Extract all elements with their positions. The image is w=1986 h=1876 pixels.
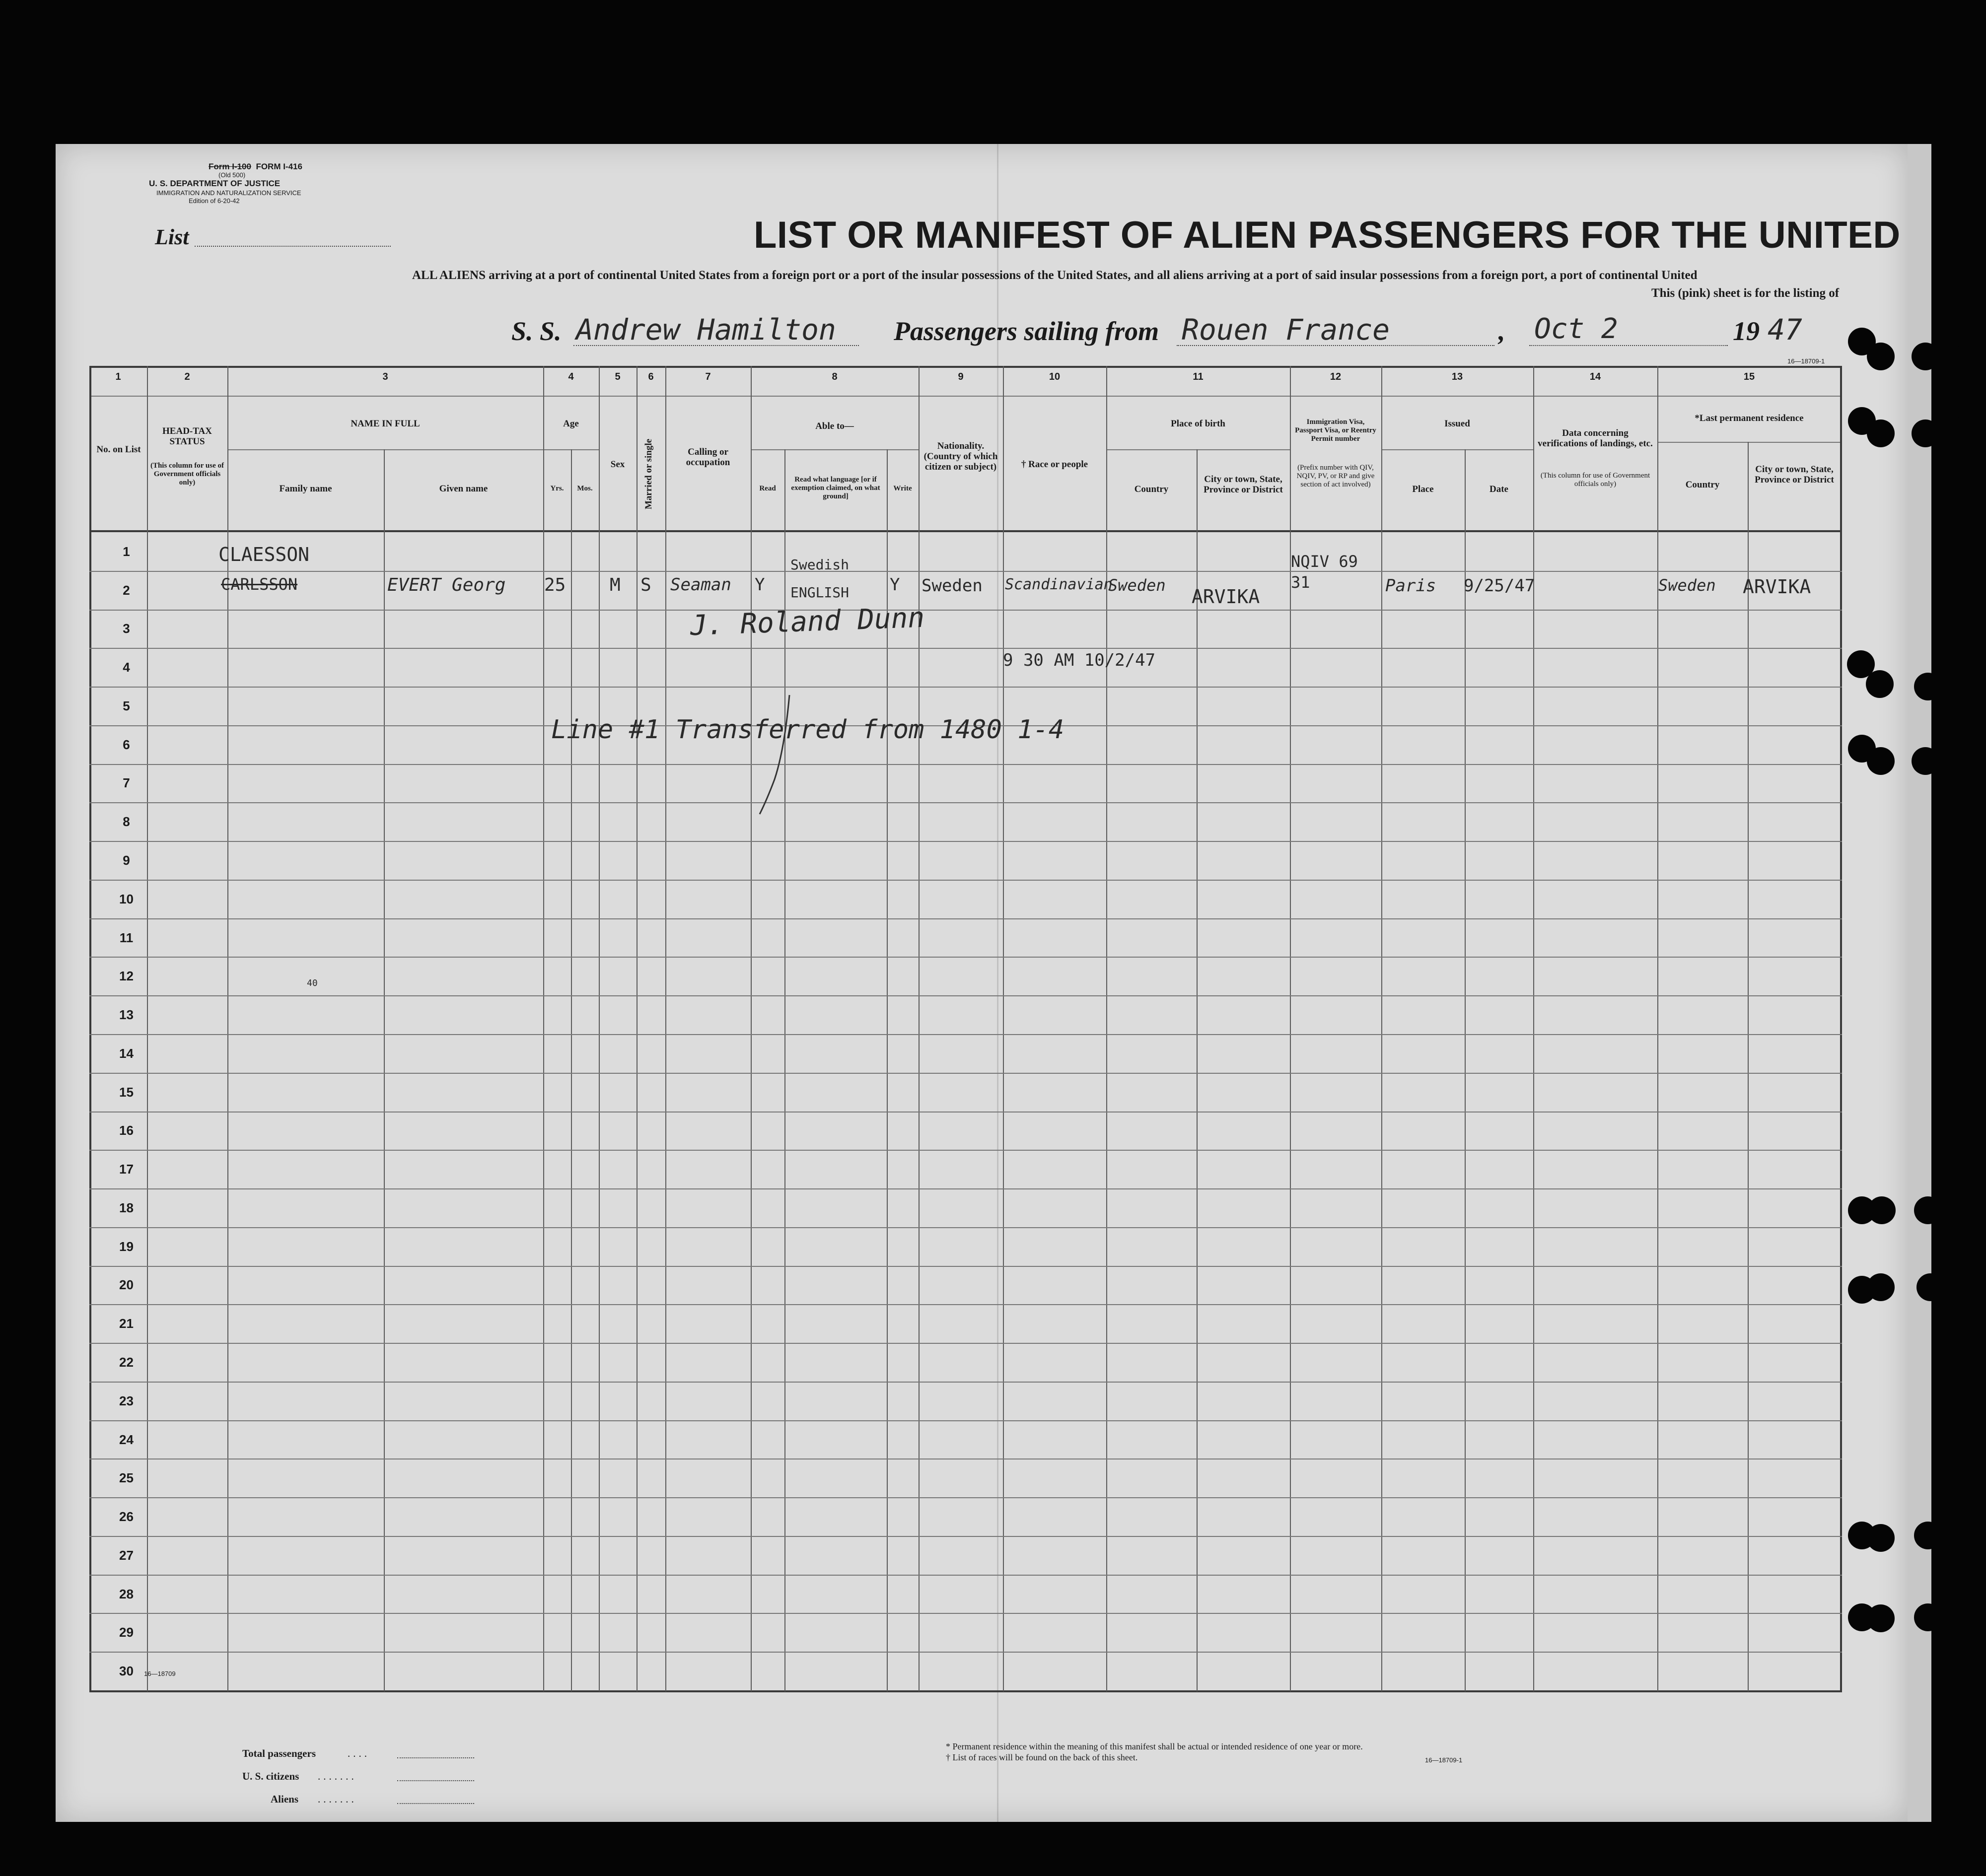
row-number: 11 — [119, 930, 134, 945]
print-code-right: 16—18709-1 — [1787, 357, 1825, 365]
print-code-foot: 16—18709-1 — [1425, 1756, 1463, 1764]
ship-name: Andrew Hamilton — [576, 313, 836, 347]
leader-dots-1: .... — [348, 1747, 370, 1759]
form-number: Form I-100 FORM I-416 — [209, 162, 302, 171]
col-border-8 — [919, 366, 920, 1691]
entry-res-country: Sweden — [1658, 576, 1716, 595]
manifest-subtitle-1: ALL ALIENS arriving at a port of continental United States from a foreign port or a port of the insular possessions of the United States, and all aliens arriving at a port of said insular possessions from a foreign port, a port of continental United — [412, 269, 1698, 282]
header-sex: Sex — [610, 459, 625, 470]
entry-visa: NQIV 69 31 — [1291, 552, 1358, 592]
header-head-tax: HEAD-TAX STATUS — [162, 426, 212, 447]
list-label: List — [155, 225, 189, 249]
leader-dots-3: ....... — [318, 1793, 357, 1805]
punch-hole — [1867, 419, 1895, 447]
header-write: Write — [893, 485, 912, 492]
row-number: 29 — [119, 1625, 134, 1640]
entry-married: S — [640, 575, 651, 595]
row-line — [89, 1575, 1842, 1576]
comma: , — [1498, 316, 1505, 346]
col-border-6 — [665, 366, 666, 1691]
row-line — [89, 571, 1842, 572]
header-able-to: Able to— — [815, 421, 854, 431]
subheader-line-able — [751, 449, 919, 450]
header-age: Age — [563, 418, 579, 429]
department-name: U. S. DEPARTMENT OF JUSTICE — [149, 179, 281, 188]
row-number: 13 — [119, 1007, 134, 1022]
row-number: 9 — [123, 853, 130, 868]
colnum-14: 14 — [1589, 371, 1601, 382]
stray-mark: 40 — [307, 978, 318, 988]
old-number: (Old 500) — [218, 171, 246, 179]
table-bottom-border — [89, 1690, 1842, 1692]
header-name-in-full: NAME IN FULL — [351, 418, 420, 429]
header-no-on-list: No. on List — [96, 444, 141, 455]
col-border-4a — [571, 449, 572, 1691]
header-issued: Issued — [1444, 418, 1470, 429]
header-nationality: Nationality. (Country of which citizen or subject) — [923, 441, 998, 472]
header-visa-note: (Prefix number with QIV, NQIV, PV, or RP and give section of act involved) — [1296, 464, 1375, 488]
port-blank — [1177, 345, 1494, 346]
entry-family-name: CLAESSON — [218, 544, 310, 565]
header-last-residence: *Last permanent residence — [1695, 413, 1804, 423]
row-number: 4 — [123, 660, 130, 675]
row-line — [89, 841, 1842, 842]
ss-label: S. S. — [511, 316, 562, 346]
header-data-note: (This column for use of Government officials only) — [1540, 472, 1650, 488]
entry-nationality: Sweden — [922, 576, 983, 596]
entry-read: Y — [755, 575, 765, 595]
date-blank — [1529, 345, 1728, 346]
punch-hole — [1867, 1273, 1895, 1301]
entry-birth-country: Sweden — [1108, 576, 1166, 595]
col-border-7 — [751, 366, 752, 1691]
punch-hole — [1933, 1604, 1961, 1632]
row-number: 16 — [119, 1123, 134, 1138]
inspection-timestamp: 9 30 AM 10/2/47 — [1003, 650, 1156, 670]
punch-hole — [1868, 1196, 1896, 1224]
us-citizens-label: U. S. citizens — [242, 1770, 299, 1782]
col-border-14 — [1657, 366, 1658, 1691]
row-line — [89, 1420, 1842, 1421]
row-number: 12 — [119, 969, 134, 983]
colnum-3: 3 — [382, 371, 388, 382]
header-race: † Race or people — [1021, 459, 1088, 470]
header-married: Married or single — [643, 438, 654, 510]
row-number: 15 — [119, 1085, 134, 1100]
colnum-1: 1 — [115, 371, 121, 382]
punch-hole — [1933, 1196, 1961, 1224]
punch-hole — [1867, 1604, 1895, 1632]
row-number: 22 — [119, 1355, 134, 1370]
footnote-races: † List of races will be found on the back of this sheet. — [946, 1752, 1138, 1762]
row-line — [89, 1382, 1842, 1383]
row-line — [89, 1227, 1842, 1228]
col-border-15a — [1748, 442, 1749, 1691]
header-res-city: City or town, State, Province or District — [1755, 464, 1834, 485]
row-line — [89, 1266, 1842, 1267]
row-line — [89, 1073, 1842, 1074]
subheader-line-issued — [1381, 449, 1533, 450]
row-line — [89, 957, 1842, 958]
punch-hole — [1931, 735, 1959, 763]
sailing-label: Passengers sailing from — [894, 316, 1159, 346]
row-line — [89, 1188, 1842, 1189]
entry-occupation: Seaman — [670, 575, 731, 595]
year-suffix: 47 — [1768, 313, 1802, 347]
port-name: Rouen France — [1182, 313, 1390, 347]
punch-hole — [1933, 1523, 1961, 1551]
col-border-1 — [147, 366, 148, 1691]
header-birth-city: City or town, State, Province or District — [1204, 474, 1283, 495]
punch-hole — [1867, 747, 1895, 775]
row-line — [89, 1536, 1842, 1537]
colnum-13: 13 — [1451, 371, 1463, 382]
row-line — [89, 1497, 1842, 1498]
entry-issued-place: Paris — [1385, 576, 1436, 596]
row-line — [89, 1652, 1842, 1653]
subheader-line-birth — [1106, 449, 1290, 450]
entry-given-name: EVERT Georg — [387, 575, 506, 595]
colnum-12: 12 — [1330, 371, 1342, 382]
col-border-4 — [599, 366, 600, 1691]
row-number: 20 — [119, 1277, 134, 1292]
officer-signature: J. Roland Dunn — [690, 601, 925, 642]
colnum-10: 10 — [1049, 371, 1061, 382]
colnum-2: 2 — [184, 371, 190, 382]
sailing-date: Oct 2 — [1534, 313, 1618, 345]
entry-issued-date: 9/25/47 — [1464, 576, 1535, 596]
colnum-15: 15 — [1743, 371, 1755, 382]
transfer-note: Line #1 Transferred from 1480 1-4 — [551, 715, 1064, 745]
col-border-13a — [1465, 449, 1466, 1691]
header-data-concerning: Data concerning verifications of landings, etc. — [1538, 428, 1653, 449]
row-number: 5 — [123, 698, 130, 713]
row-number: 30 — [119, 1664, 134, 1678]
row-line — [89, 802, 1842, 803]
entry-sex: M — [610, 575, 621, 595]
row-line — [89, 1613, 1842, 1614]
punch-hole — [1866, 670, 1894, 698]
transfer-pen-stroke — [745, 690, 804, 819]
col-border-13 — [1533, 366, 1534, 1691]
punch-hole — [1931, 407, 1959, 435]
col-border-5 — [637, 366, 638, 1691]
entry-birth-city: ARVIKA — [1192, 586, 1260, 608]
row-number: 1 — [123, 544, 130, 559]
row-number: 27 — [119, 1548, 134, 1563]
colnum-row-border — [89, 396, 1842, 397]
row-number: 18 — [119, 1200, 134, 1215]
row-number: 14 — [119, 1046, 134, 1061]
header-bottom-border — [89, 530, 1842, 532]
colnum-8: 8 — [832, 371, 838, 382]
col-border-11a — [1197, 449, 1198, 1691]
row-line — [89, 1304, 1842, 1305]
ship-blank — [573, 345, 859, 346]
header-read-language: Read what language [or if exemption claimed, on what ground] — [791, 476, 880, 500]
row-number: 6 — [123, 737, 130, 752]
row-number: 28 — [119, 1587, 134, 1601]
header-issued-place: Place — [1412, 484, 1434, 494]
aliens-label: Aliens — [271, 1793, 299, 1805]
us-citizens-blank — [397, 1780, 474, 1781]
footnote-residence: * Permanent residence within the meaning of this manifest shall be actual or intended residence of one year or more. — [946, 1741, 1363, 1751]
colnum-7: 7 — [705, 371, 711, 382]
entry-language: Swedish ENGLISH — [790, 556, 850, 601]
sheet-edge — [1908, 144, 1931, 1822]
punch-hole — [1931, 328, 1959, 355]
header-place-of-birth: Place of birth — [1171, 418, 1225, 429]
header-given-name: Given name — [439, 484, 488, 494]
header-read: Read — [759, 485, 776, 492]
leader-dots-2: ....... — [318, 1770, 357, 1782]
service-name: IMMIGRATION AND NATURALIZATION SERVICE — [156, 189, 301, 197]
row-line — [89, 1034, 1842, 1035]
row-number: 10 — [119, 892, 134, 906]
row-line — [89, 610, 1842, 611]
header-yrs: Yrs. — [550, 485, 564, 492]
header-issued-date: Date — [1490, 484, 1508, 494]
row-number: 26 — [119, 1509, 134, 1524]
punch-hole — [1933, 653, 1961, 681]
row-number: 24 — [119, 1432, 134, 1447]
header-calling: Calling or occupation — [686, 447, 730, 468]
row-number: 25 — [119, 1470, 134, 1485]
total-passengers-label: Total passengers — [242, 1747, 316, 1759]
entry-family-name-struck: CARLSSON — [221, 575, 298, 594]
row-number: 23 — [119, 1393, 134, 1408]
row-line — [89, 764, 1842, 765]
row-number: 21 — [119, 1316, 134, 1331]
col-border-3 — [543, 366, 544, 1691]
manifest-subtitle-2: This (pink) sheet is for the listing of — [1651, 286, 1840, 300]
col-border-10 — [1106, 366, 1107, 1691]
colnum-9: 9 — [958, 371, 964, 382]
row-line — [89, 1343, 1842, 1344]
colnum-4: 4 — [568, 371, 574, 382]
colnum-5: 5 — [615, 371, 621, 382]
entry-write: Y — [890, 575, 900, 595]
colnum-6: 6 — [648, 371, 654, 382]
entry-race: Scandinavian — [1005, 576, 1113, 593]
manifest-title: LIST OR MANIFEST OF ALIEN PASSENGERS FOR THE UNITED — [754, 214, 1901, 256]
punch-hole — [1867, 343, 1895, 370]
punch-hole — [1867, 1524, 1895, 1552]
entry-res-city: ARVIKA — [1743, 576, 1811, 598]
col-border-3a — [384, 449, 385, 1691]
row-line — [89, 1150, 1842, 1151]
table-top-border — [89, 366, 1842, 368]
colnum-11: 11 — [1193, 371, 1204, 382]
row-number: 17 — [119, 1162, 134, 1177]
year-prefix: 19 — [1733, 316, 1760, 346]
row-number: 19 — [119, 1239, 134, 1254]
header-birth-country: Country — [1134, 484, 1169, 494]
row-line — [89, 880, 1842, 881]
entry-age: 25 — [544, 575, 566, 595]
row-line — [89, 648, 1842, 649]
punch-hole — [1934, 1278, 1962, 1306]
row-number: 8 — [123, 814, 130, 829]
header-mos: Mos. — [577, 485, 593, 492]
col-border-right — [1840, 366, 1842, 1691]
row-line — [89, 687, 1842, 688]
col-border-9 — [1003, 366, 1004, 1691]
row-line — [89, 995, 1842, 996]
col-border-8b — [887, 449, 888, 1691]
row-line — [89, 918, 1842, 919]
row-number: 2 — [123, 583, 130, 598]
col-border-left — [89, 366, 91, 1691]
header-visa: Immigration Visa, Passport Visa, or Reentry Permit number — [1295, 418, 1376, 443]
col-border-12 — [1381, 366, 1382, 1691]
header-res-country: Country — [1685, 480, 1720, 490]
subheader-line-residence — [1657, 442, 1842, 443]
row-number: 3 — [123, 621, 130, 636]
header-head-tax-note: (This column for use of Government officials only) — [150, 462, 224, 486]
list-blank — [195, 246, 391, 247]
edition: Edition of 6-20-42 — [189, 197, 240, 205]
print-code-left: 16—18709 — [144, 1670, 176, 1677]
header-family-name: Family name — [279, 484, 332, 494]
total-passengers-blank — [397, 1757, 474, 1758]
aliens-blank — [397, 1803, 474, 1804]
row-number: 7 — [123, 775, 130, 790]
